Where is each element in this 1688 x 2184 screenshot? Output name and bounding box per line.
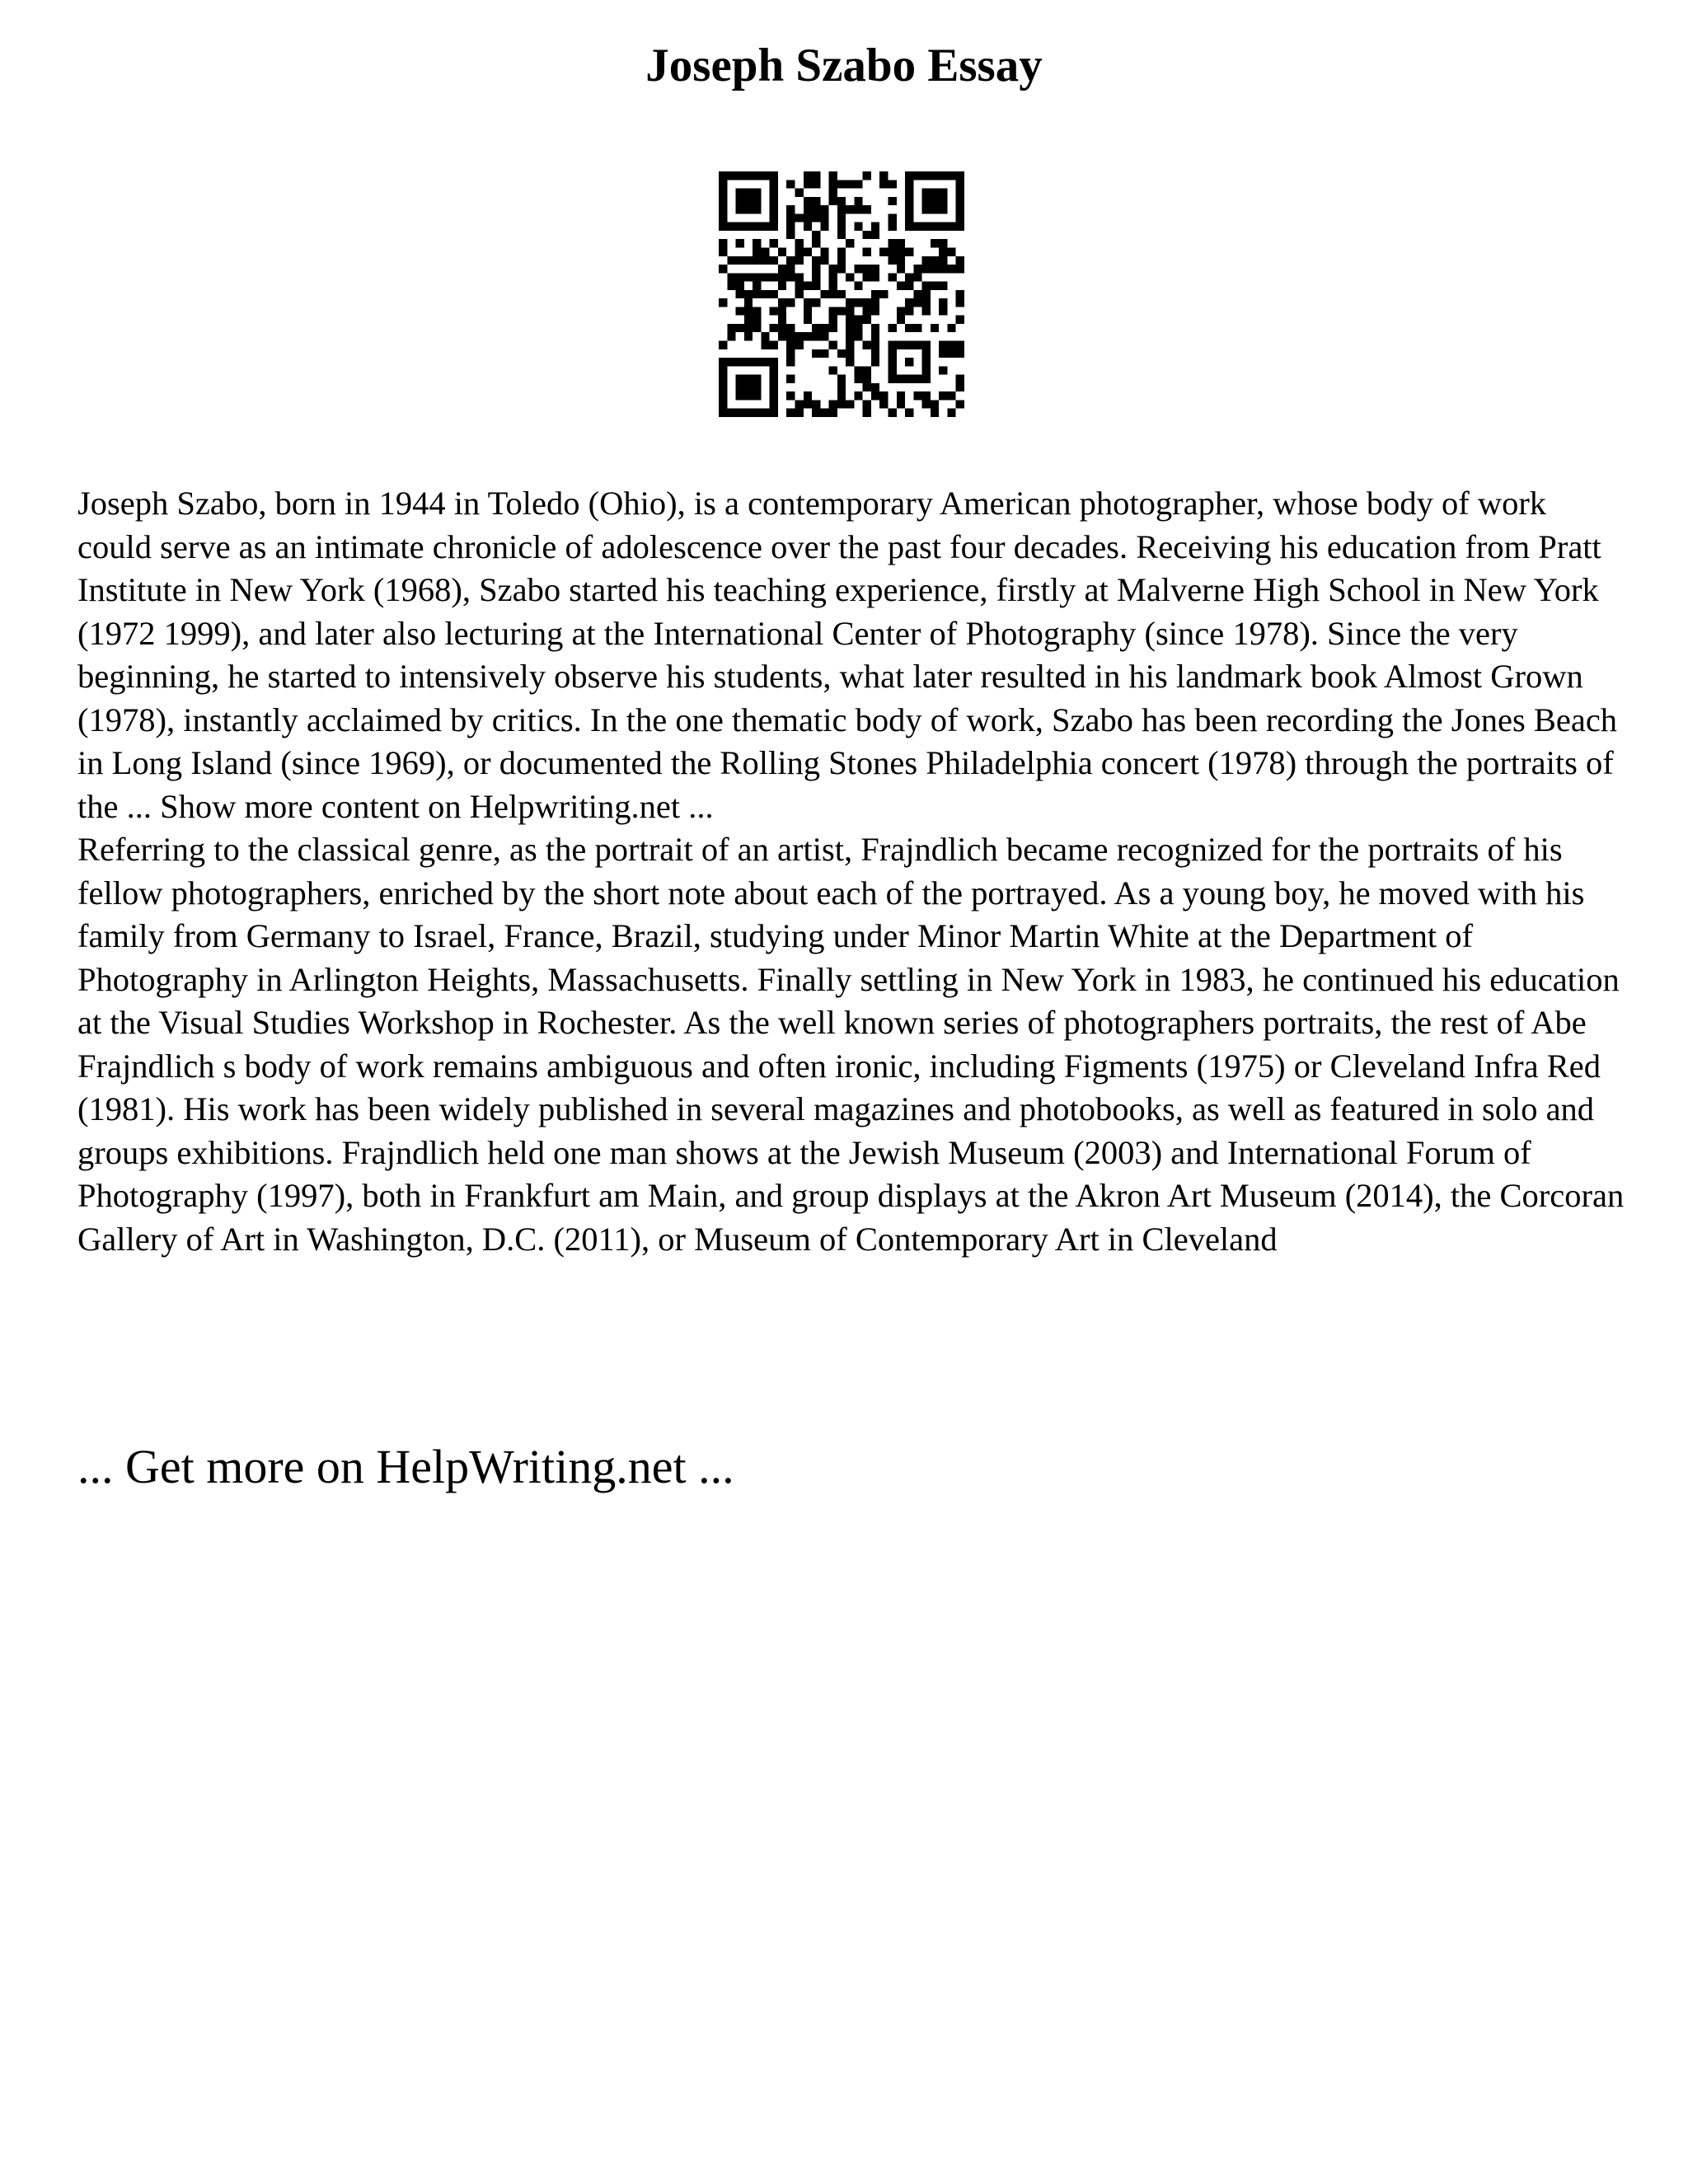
page-title: Joseph Szabo Essay bbox=[645, 40, 1043, 91]
essay-body bbox=[77, 482, 1627, 1261]
paragraph-frajndlich: Referring to the classical genre, as the portrait of an artist, Frajndlich became recognized for the portraits of his fellow photographers, enriched by the short note about each of the portrayed. As a young boy, he moved with his family from Germany to Israel, France, Brazil, studying under Minor Martin White at the Department of Photography in Arlington Heights, Massachusetts. Finally settling in New York in 1983, he continued his education at the Visual Studies Workshop in Rochester. As the well known series of photographers portraits, the rest of Abe Frajndlich s body of work remains ambiguous and often ironic, including Figments (1975) or Cleveland Infra Red (1981). His work has been widely published in several magazines and photobooks, as well as featured in solo and groups exhibitions. Frajndlich held one man shows at the Jewish Museum (2003) and International Forum of Photography (1997), both in Frankfurt am Main, and group displays at the Akron Art Museum (2014), the Corcoran Gallery of Art in Washington, D.C. (2011), or Museum of Contemporary Art in Cleveland bbox=[77, 831, 1625, 1258]
get-more-link[interactable]: ... Get more on HelpWriting.net ... bbox=[77, 1440, 734, 1493]
qr-code-icon bbox=[719, 171, 964, 417]
paragraph-szabo: Joseph Szabo, born in 1944 in Toledo (Ohio), is a contemporary American photographer, whose body of work could serve as an intimate chronicle of adolescence over the past four decades. Receiving his education from Pratt Institute in New York (1968), Szabo started his teaching experience, firstly at Malverne High School in New York (1972 1999), and later also lecturing at the International Center of Photography (since 1978). Since the very beginning, he started to intensively observe his students, what later resulted in his landmark book Almost Grown (1978), instantly acclaimed by critics. In the one thematic body of work, Szabo has been recording the Jones Beach in Long Island (since 1969), or documented the Rolling Stones Philadelphia concert (1978) through the portraits of the ... Show more content on Helpwriting.net ... bbox=[77, 485, 1618, 825]
